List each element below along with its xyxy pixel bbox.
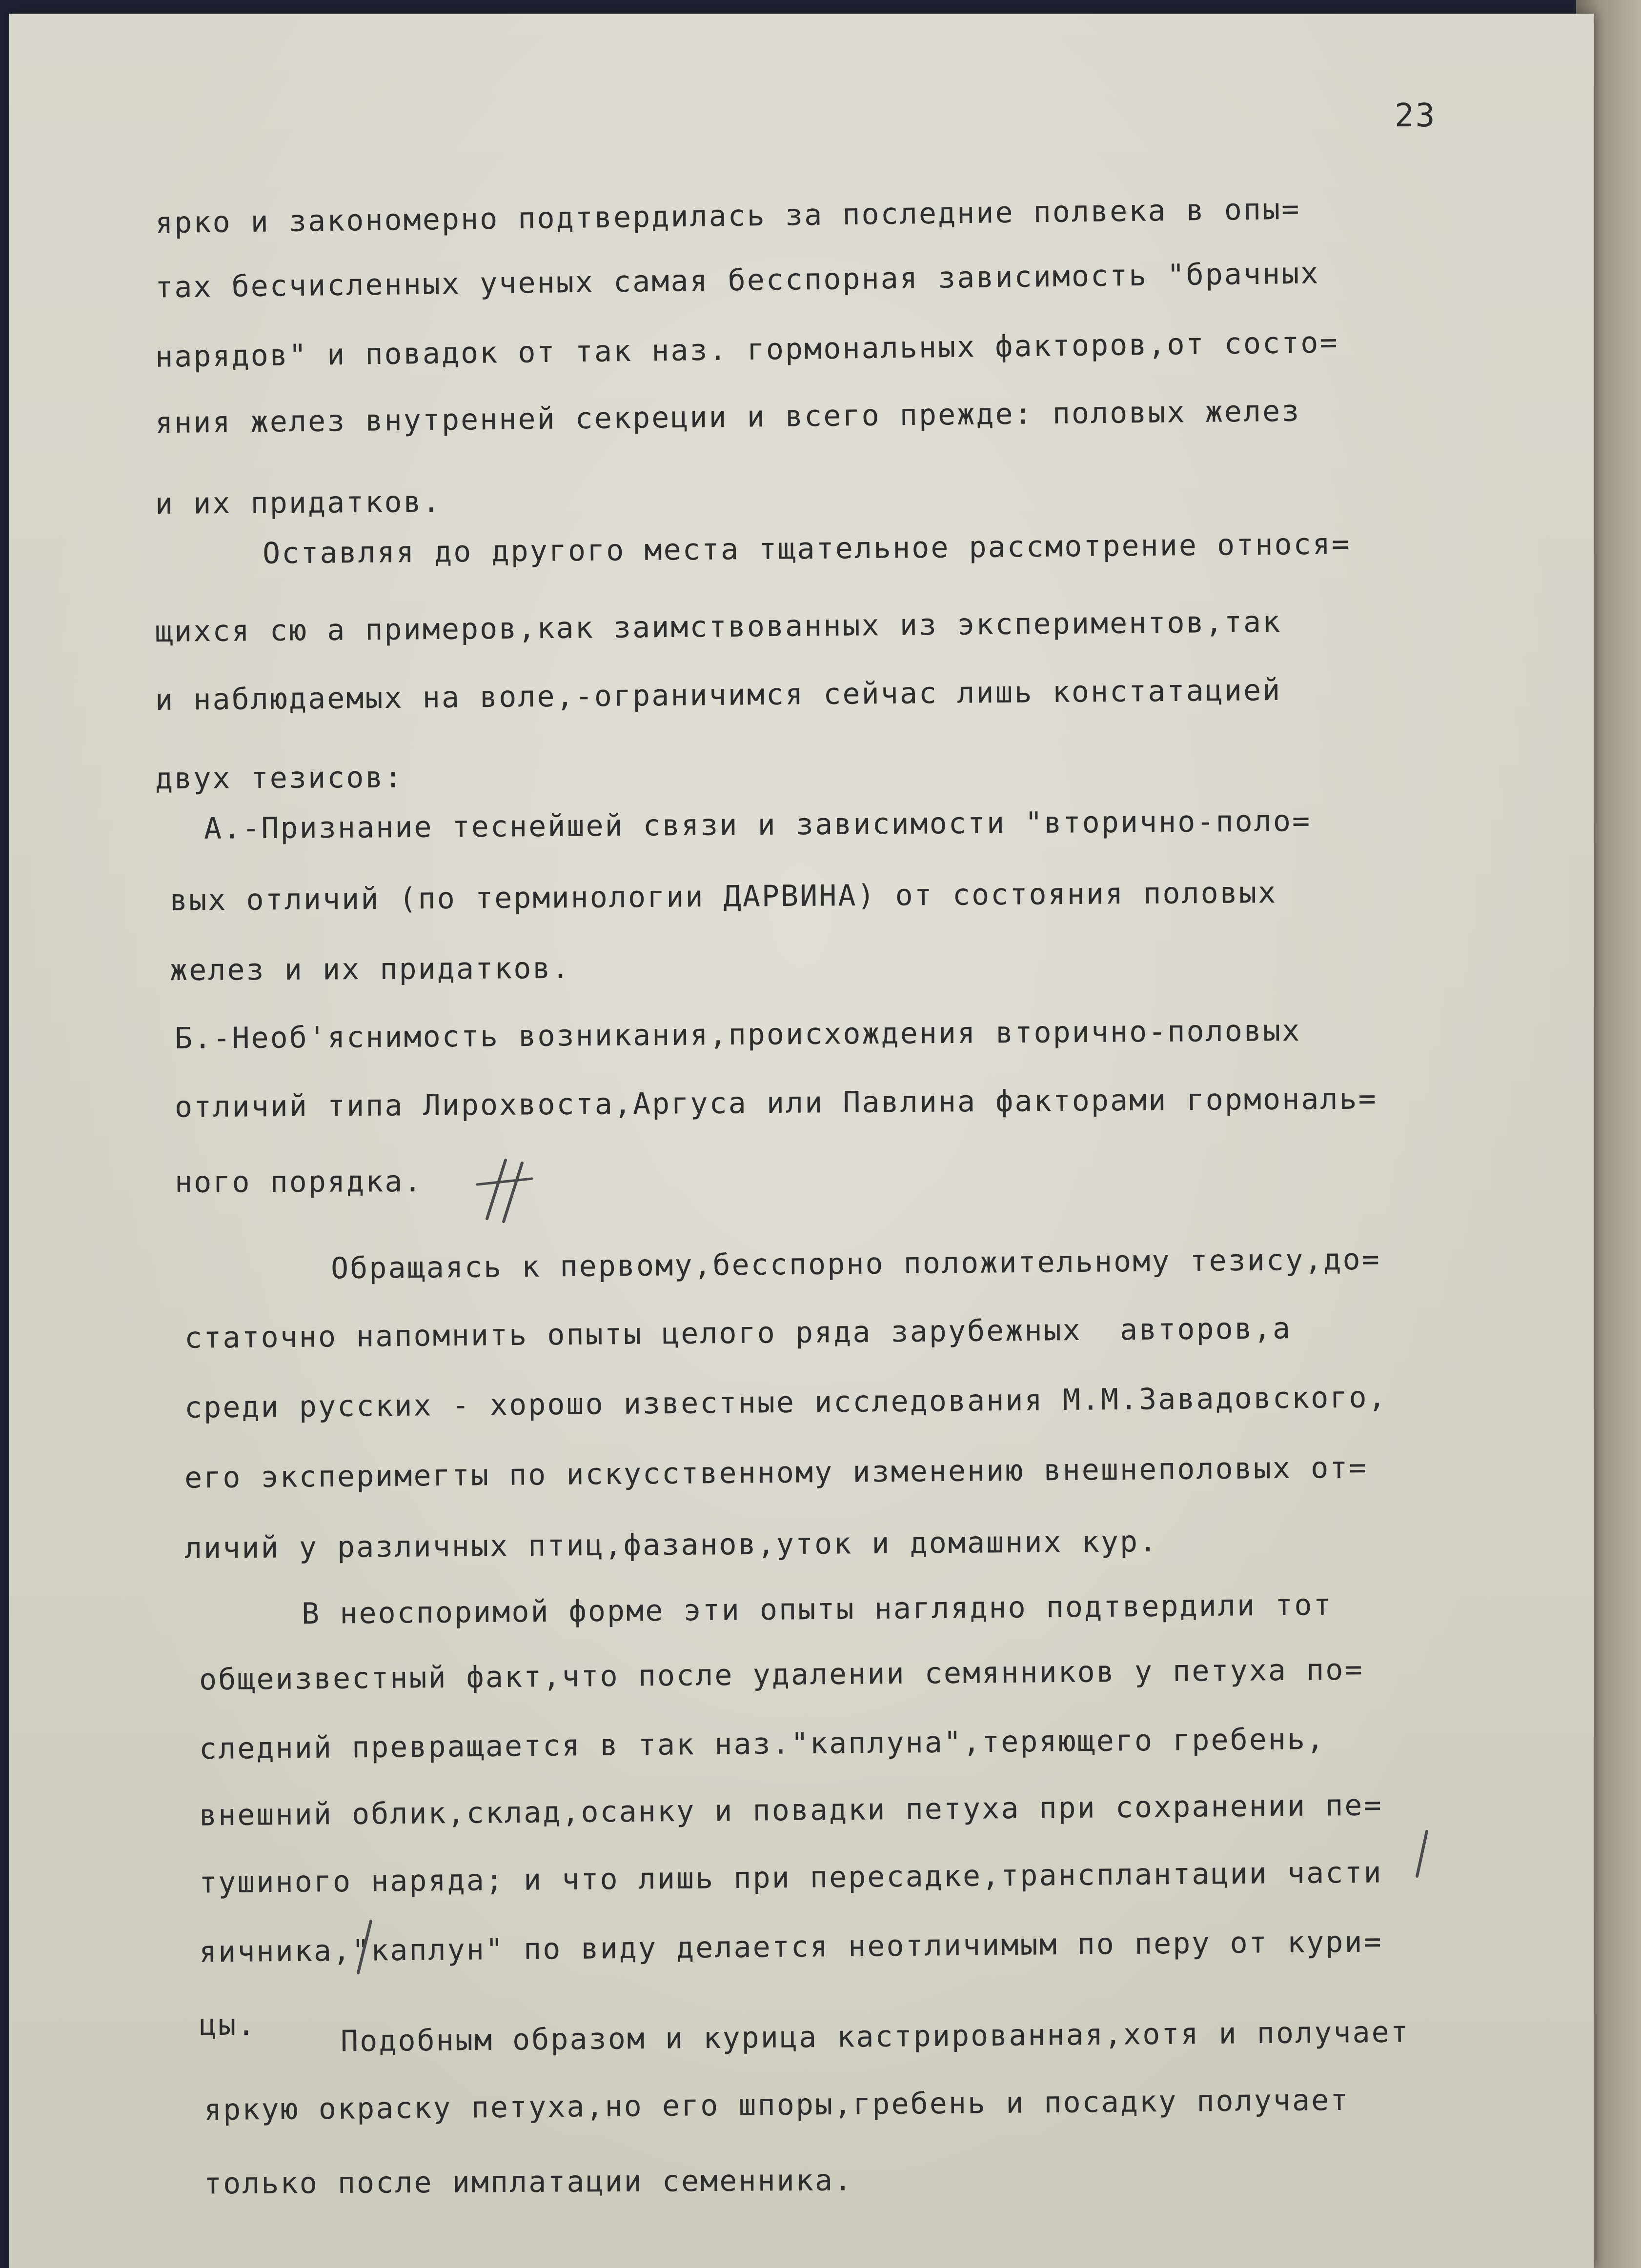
text-line: его эксперимегты по искусственному изменению внешнеполовых от= bbox=[184, 1450, 1368, 1495]
text-line: следний превращается в так наз."каплуна",теряющего гребень, bbox=[199, 1722, 1326, 1766]
text-line: Оставляя до другого места тщательное рассмотрение относя= bbox=[262, 527, 1351, 571]
text-line: желез и их придатков. bbox=[169, 951, 571, 988]
text-line: щихся сю а примеров,как заимствованных из экспериментов,так bbox=[155, 604, 1282, 649]
text-line: и их придатков. bbox=[155, 484, 442, 522]
typewritten-page bbox=[9, 14, 1594, 2268]
text-line: только после имплатации семенника. bbox=[203, 2163, 853, 2201]
text-line: В неоспоримой форме эти опыты наглядно подтвердили тот bbox=[301, 1587, 1333, 1631]
text-line: тах бесчисленных ученых самая бесспорная зависимость "брачных bbox=[155, 256, 1320, 305]
pencil-comma-mark bbox=[1408, 1826, 1438, 1884]
text-line: А.-Признание теснейшей связи и зависимости "вторично-поло= bbox=[203, 804, 1312, 846]
text-line: личий у различных птиц,фазанов,уток и домашних кур. bbox=[184, 1525, 1158, 1566]
text-line: яркую окраску петуха,но его шпоры,гребень и посадку получает bbox=[203, 2083, 1350, 2128]
text-line: двух тезисов: bbox=[155, 760, 404, 796]
text-line: среди русских - хорошо известные исследования М.М.Завадовского, bbox=[184, 1380, 1388, 1425]
text-line: статочно напомнить опыты целого ряда зарубежных авторов,а bbox=[184, 1311, 1292, 1355]
text-line: яичника,"каплун" по виду делается неотличимым по перу от кури= bbox=[199, 1925, 1383, 1969]
page-text bbox=[9, 14, 1594, 2268]
text-line: внешний облик,склад,осанку и повадки петуха при сохранении пе= bbox=[199, 1788, 1383, 1833]
pencil-insertion-mark bbox=[467, 1150, 546, 1228]
text-line: тушиного наряда; и что лишь при пересадке,трансплантации части bbox=[199, 1855, 1383, 1900]
text-line: и наблюдаемых на воле,-ограничимся сейчас лишь констатацией bbox=[155, 673, 1282, 718]
text-line: Обращаясь к первому,бесспорно положительному тезису,до= bbox=[330, 1242, 1381, 1286]
text-line: отличий типа Лирохвоста,Аргуса или Павлина факторами гормональ= bbox=[174, 1082, 1378, 1124]
text-line: яния желез внутренней секреции и всего прежде: половых желез bbox=[155, 394, 1301, 441]
text-line: ярко и закономерно подтвердилась за последние полвека в опы= bbox=[155, 192, 1301, 241]
text-line: ного порядка. bbox=[174, 1164, 423, 1200]
text-line: цы. bbox=[199, 2008, 257, 2042]
text-line: Б.-Необ'яснимость возникания,происхождения вторично-половых bbox=[174, 1013, 1301, 1056]
text-line: вых отличий (по терминологии ДАРВИНА) от состояния половых bbox=[169, 876, 1277, 918]
text-line: общеизвестный факт,что после удалении семянников у петуха по= bbox=[199, 1652, 1364, 1697]
page-number: 23 bbox=[1395, 97, 1437, 134]
text-line: нарядов" и повадок от так наз. гормональных факторов,от состо= bbox=[155, 325, 1339, 374]
text-line: Подобным образом и курица кастрированная,хотя и получает bbox=[340, 2015, 1410, 2059]
